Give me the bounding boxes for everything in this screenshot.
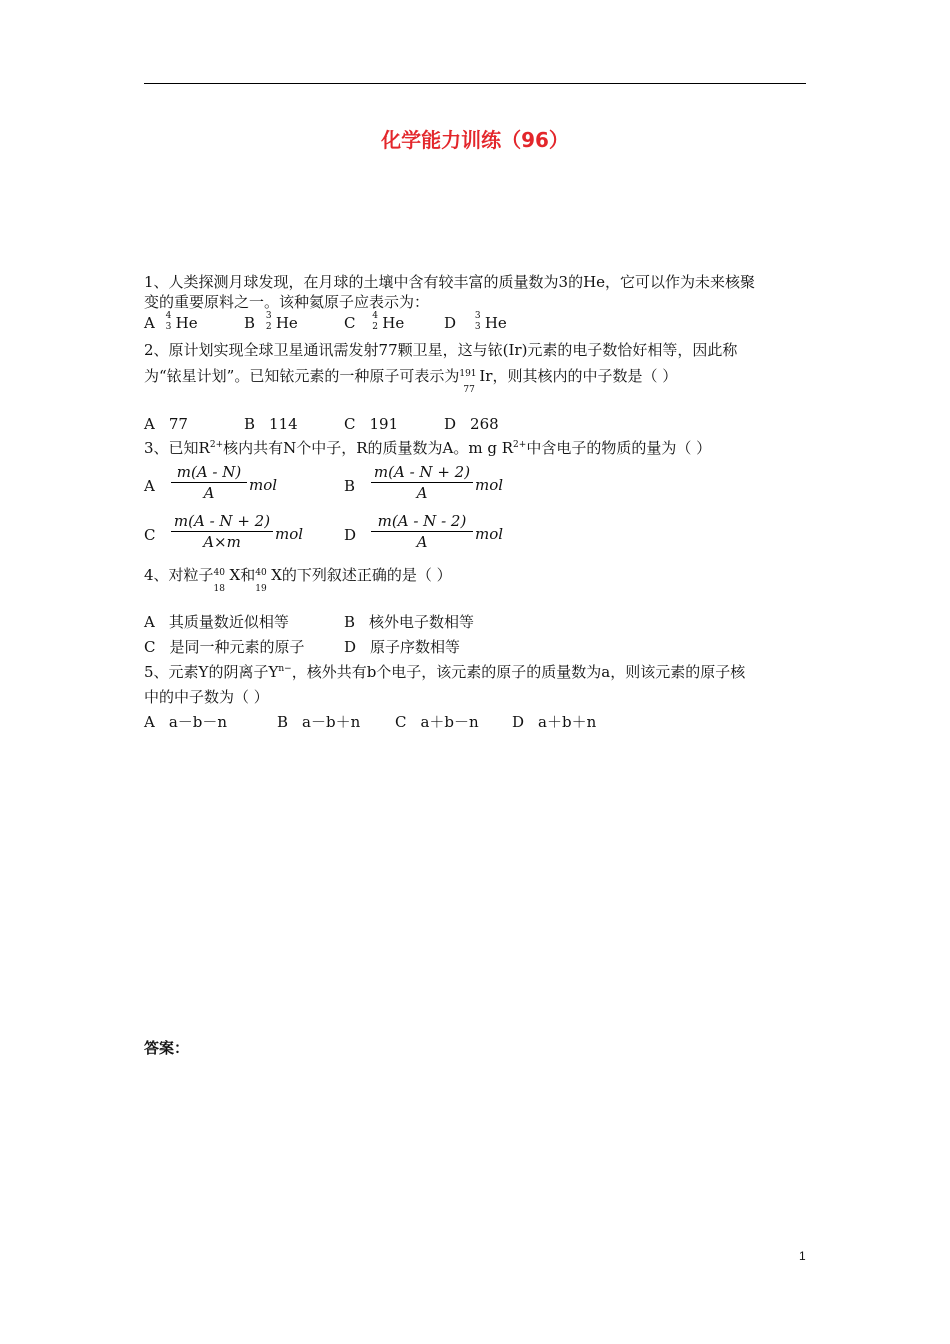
nuclide-notation: 40 18 [213,568,225,594]
q2-option-c: C 191 [344,415,399,433]
q1-option-b: B 3 2 He [244,311,298,332]
q4-option-c: C 是同一种元素的原子 [144,638,305,656]
q4-stem: 4、对粒子 40 18 X和 40 19 X的下列叙述正确的是（ ） [144,566,452,594]
q2-line1: 2、原计划实现全球卫星通讯需发射77颗卫星，这与铱(Ir)元素的电子数恰好相等，因此称 [144,341,738,359]
q2-option-a: A 77 [144,415,188,433]
q3-option-c-fraction: m(A - N + 2) A×m [171,512,273,551]
q3-option-a-fraction: m(A - N) A [171,463,247,502]
nuclide-notation: 4 2 [372,311,378,332]
page-number: 1 [799,1249,806,1263]
q1-option-a: A 4 3 He [144,311,198,332]
nuclide-notation: 3 2 [265,311,272,332]
q5-line1: 5、元素Y的阴离子$Y^{n-}$，核外共有b个电子，该元素的原子的质量数为a，则该元素的原子核 [144,663,746,681]
nuclide-notation: 3 3 [474,311,481,332]
q3-option-a-letter: A [144,477,155,495]
q3-option-a-unit: mol [249,476,278,494]
q4-option-a: A 其质量数近似相等 [144,613,289,631]
q5-line2: 中的中子数为（ ） [144,688,269,706]
q2-line2: 为“铱星计划”。已知铱元素的一种原子可表示为 191 77 Ir，则其核内的中子数是（ ） [144,367,678,395]
q3-option-d-fraction: m(A - N - 2) A [371,512,473,551]
page-title: 化学能力训练（96） [381,128,569,152]
q3-stem: 3、已知$R^{2+}$核内共有N个中子，R的质量数为A。m g $R^{2+}$中含电子的物质的量为（ ） [144,439,712,457]
q1-option-d: D 3 3 He [444,311,507,332]
q5-option-a: A a－b－n [144,713,228,731]
option-letter: D [444,314,457,332]
nuclide-notation: 40 19 [255,568,267,594]
q3-option-d-letter: D [344,526,357,544]
q1-line2: 变的重要原料之一。该种氦原子应表示为： [144,293,430,311]
q1-line1: 1、人类探测月球发现，在月球的土壤中含有较丰富的质量数为3的He，它可以作为未来核聚 [144,273,756,291]
nuclide-notation: 191 77 [459,369,477,395]
nuclide-notation: 4 3 [165,311,172,332]
q3-option-c-letter: C [144,526,156,544]
option-letter: C [344,314,356,332]
header-rule [144,83,806,84]
q5-option-d: D a＋b＋n [512,713,597,731]
option-letter: B [244,314,256,332]
q3-option-c-unit: mol [275,525,304,543]
q4-option-d: D 原子序数相等 [344,638,461,656]
q5-option-c: C a＋b－n [395,713,479,731]
q2-option-d: D 268 [444,415,499,433]
q2-option-b: B 114 [244,415,298,433]
q3-option-b-unit: mol [475,476,504,494]
answer-label: 答案： [144,1039,190,1057]
q5-option-b: B a－b＋n [277,713,361,731]
q1-option-c: C 4 2 He [344,311,405,332]
option-letter: A [144,314,155,332]
q3-option-d-unit: mol [475,525,504,543]
q3-option-b-letter: B [344,477,356,495]
q4-option-b: B 核外电子数相等 [344,613,475,631]
q3-option-b-fraction: m(A - N + 2) A [371,463,473,502]
